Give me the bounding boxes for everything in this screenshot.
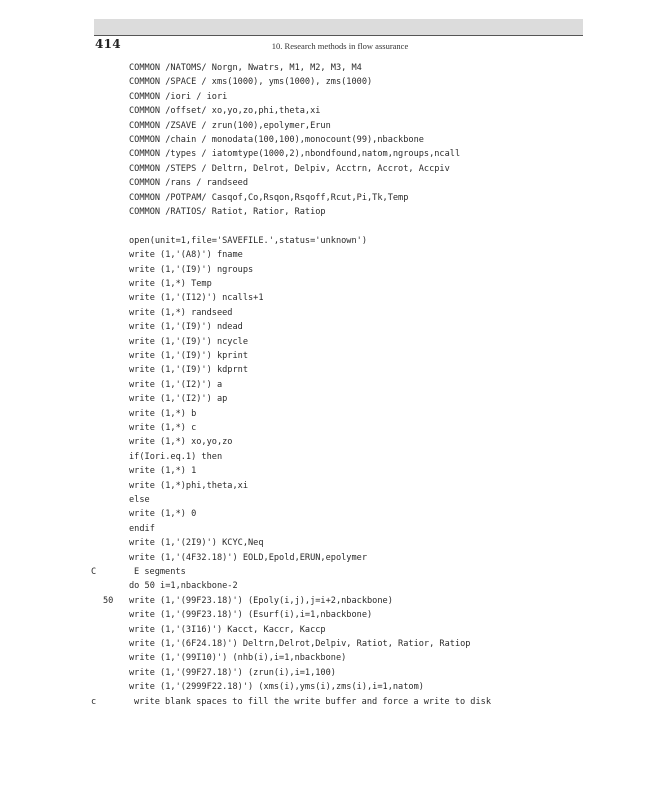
running-head: 10. Research methods in flow assurance (271, 41, 409, 51)
code-statement: write (1,*)phi,theta,xi (129, 480, 248, 491)
code-statement: write (1,'(I9)') ndead (129, 322, 243, 333)
code-statement: write (1,*) b (129, 408, 197, 419)
code-statement: write (1,*) xo,yo,zo (129, 437, 233, 448)
code-statement: COMMON /STEPS / Deltrn, Delrot, Delpiv, Acctrn, Accrot, Accpiv (129, 163, 450, 174)
code-statement: write (1,*) Temp (129, 279, 212, 289)
code-statement: write (1,'(99F23.18)') (Esurf(i),i=1,nbackbone) (129, 610, 373, 621)
code-statement: write (1,'(2999F22.18)') (xms(i),yms(i),zms(i),i=1,natom) (129, 682, 424, 693)
line-label: 50 (103, 595, 114, 606)
code-statement: write (1,'(I9)') ngroups (129, 264, 254, 275)
code-statement: write (1,'(I9)') kprint (129, 351, 248, 361)
code-statement: write (1,'(I9)') kdprnt (129, 365, 248, 376)
code-statement: write (1,'(2I9)') KCYC,Neq (129, 538, 264, 549)
code-statement: write (1,'(99I10)') (nhb(i),i=1,nbackbone) (129, 653, 347, 664)
code-statement: endif (129, 523, 155, 534)
code-statement: COMMON /iori / iori (129, 91, 228, 102)
code-statement: write (1,'(I2)') a (129, 379, 223, 390)
code-comment: E segments (134, 567, 186, 577)
code-statement: COMMON /chain / monodata(100,100),monocount(99),nbackbone (129, 135, 424, 145)
header-rule (94, 35, 583, 36)
code-statement: COMMON /types / iatomtype(1000,2),nbondfound,natom,ngroups,ncall (129, 149, 461, 160)
code-statement: write (1,'(4F32.18)') EOLD,Epold,ERUN,epolymer (129, 552, 367, 563)
line-label: C (91, 567, 97, 577)
header-bar (94, 19, 583, 35)
code-statement: write (1,'(I12)') ncalls+1 (129, 293, 264, 304)
code-statement: COMMON /offset/ xo,yo,zo,phi,theta,xi (129, 106, 321, 117)
code-statement: write (1,'(I9)') ncycle (129, 336, 248, 347)
code-statement: write (1,'(99F23.18)') (Epoly(i,j),j=i+2,nbackbone) (129, 595, 393, 606)
code-statement: COMMON /RATIOS/ Ratiot, Ratior, Ratiop (129, 207, 326, 217)
code-statement: write (1,'(A8)') fname (129, 250, 243, 261)
code-statement: write (1,*) 1 (129, 466, 197, 477)
code-statement: else (129, 495, 150, 505)
code-statement: COMMON /POTPAM/ Casqof,Co,Rsqon,Rsqoff,Rcut,Pi,Tk,Temp (129, 192, 409, 203)
line-label: c (91, 696, 97, 707)
code-statement: write (1,*) randseed (129, 307, 233, 318)
code-statement: COMMON /NATOMS/ Norgn, Nwatrs, M1, M2, M3, M4 (129, 63, 362, 73)
code-statement: COMMON /SPACE / xms(1000), yms(1000), zms(1000) (129, 77, 373, 88)
code-comment: write blank spaces to fill the write buffer and force a write to disk (134, 696, 491, 707)
code-statement: write (1,'(I2)') ap (129, 394, 228, 405)
code-statement: write (1,'(99F27.18)') (zrun(i),i=1,100) (129, 667, 336, 678)
code-statement: if(Iori.eq.1) then (129, 451, 223, 462)
code-statement: COMMON /ZSAVE / zrun(100),epolymer,Erun (129, 120, 331, 131)
code-statement: write (1,'(3I16)') Kacct, Kaccr, Kaccp (129, 624, 326, 635)
page-number: 414 (95, 37, 121, 51)
code-statement: write (1,*) c (129, 423, 197, 433)
code-statement: write (1,'(6F24.18)') Deltrn,Delrot,Delpiv, Ratiot, Ratior, Ratiop (129, 639, 471, 649)
code-statement: COMMON /rans / randseed (129, 178, 248, 189)
code-statement: open(unit=1,file='SAVEFILE.',status='unknown') (129, 235, 367, 246)
code-statement: write (1,*) 0 (129, 509, 197, 520)
code-statement: do 50 i=1,nbackbone-2 (129, 581, 238, 592)
